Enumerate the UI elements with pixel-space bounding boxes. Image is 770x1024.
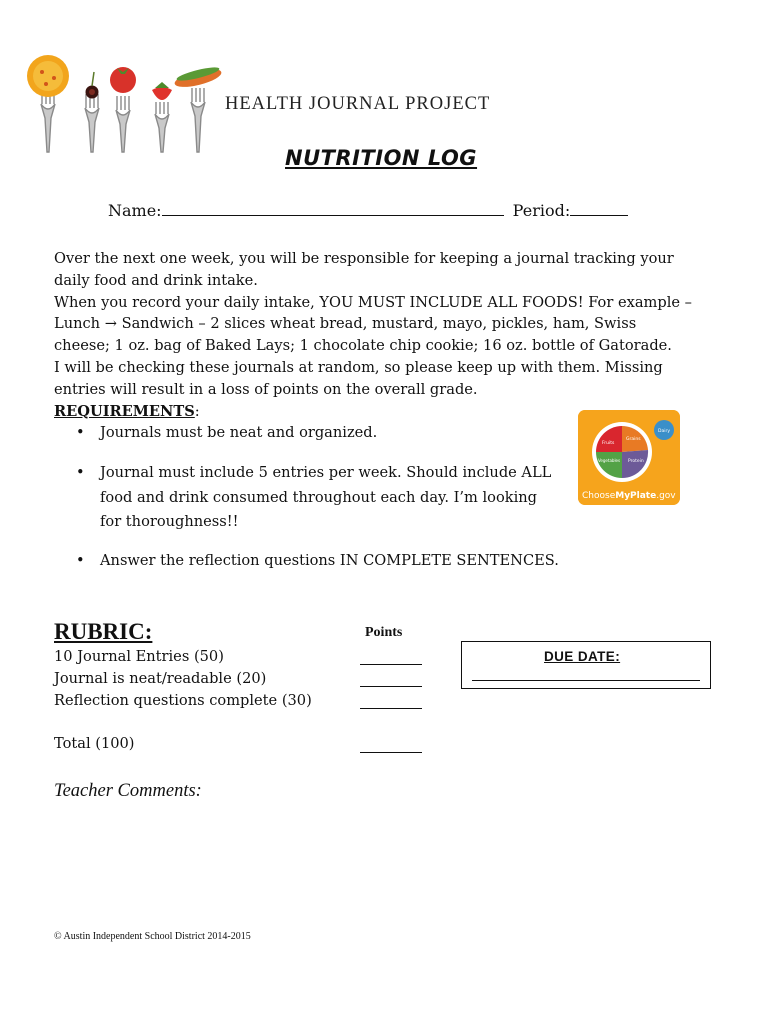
points-blank[interactable]: [360, 686, 422, 687]
requirement-item: • Journals must be neat and organized.: [54, 422, 694, 444]
points-blank[interactable]: [360, 708, 422, 709]
points-column-label: Points: [365, 625, 403, 640]
myplate-brand-name: MyPlate: [615, 491, 657, 501]
svg-text:ChooseMyPlate.gov: [582, 491, 676, 501]
due-date-label: DUE DATE:: [544, 649, 621, 664]
rubric-item: Journal is neat/readable (20): [54, 670, 267, 687]
rubric-total: Total (100): [54, 735, 135, 752]
myplate-protein-label: Protein: [628, 459, 644, 464]
intro-paragraph-3: I will be checking these journals at random, so please keep up with them. Missing entries will result in a loss of points on the overall grade.: [54, 358, 663, 398]
intro-paragraph-1: Over the next one week, you will be responsible for keeping a journal tracking your daily food and drink intake.: [54, 250, 674, 289]
rubric-item: 10 Journal Entries (50): [54, 648, 224, 665]
nutrition-log-title: NUTRITION LOG: [285, 146, 478, 170]
name-label: Name:: [108, 201, 162, 220]
requirement-item: • Answer the reflection questions IN COMPLETE SENTENCES.: [54, 550, 694, 572]
points-total-blank[interactable]: [360, 752, 422, 753]
requirements-heading: REQUIREMENTS: [54, 402, 195, 420]
period-label: Period:: [512, 201, 571, 220]
myplate-fruits-label: Fruits: [602, 441, 615, 446]
name-field[interactable]: [162, 215, 504, 216]
due-date-field[interactable]: [472, 680, 700, 681]
forks-food-illustration: [24, 48, 224, 158]
copyright-footer: © Austin Independent School District 2014-2015: [54, 931, 251, 942]
points-blank[interactable]: [360, 664, 422, 665]
rubric-item: Reflection questions complete (30): [54, 692, 312, 709]
myplate-brand-suffix: .gov: [656, 491, 676, 501]
due-date-box: [461, 641, 711, 689]
period-field[interactable]: [570, 215, 628, 216]
name-period-row: [108, 201, 628, 220]
intro-paragraph-2: When you record your daily intake, YOU MUST INCLUDE ALL FOODS! For example – Lunch → Sandwich – 2 slices wheat bread, mustard, mayo, pickles, ham, Swiss cheese; 1 oz. bag of Baked Lays; 1 chocolate chip cookie; 16 oz. bottle of Gatorade.: [54, 293, 692, 355]
myplate-vegetables-label: Vegetables: [598, 458, 621, 463]
teacher-comments-label: Teacher Comments:: [54, 781, 202, 801]
myplate-grains-label: Grains: [626, 437, 641, 442]
myplate-logo: [578, 410, 680, 505]
myplate-dairy-label: Dairy: [658, 429, 670, 434]
myplate-brand-choose: Choose: [582, 491, 616, 501]
project-title: HEALTH JOURNAL PROJECT: [225, 94, 491, 114]
requirement-item: • Journal must include 5 entries per week. Should include ALL food and drink consumed throughout each day. I’m looking for thoroughness!!: [54, 461, 560, 535]
requirements-heading-line: REQUIREMENTS:: [54, 402, 200, 420]
rubric-heading: RUBRIC:: [54, 619, 153, 644]
